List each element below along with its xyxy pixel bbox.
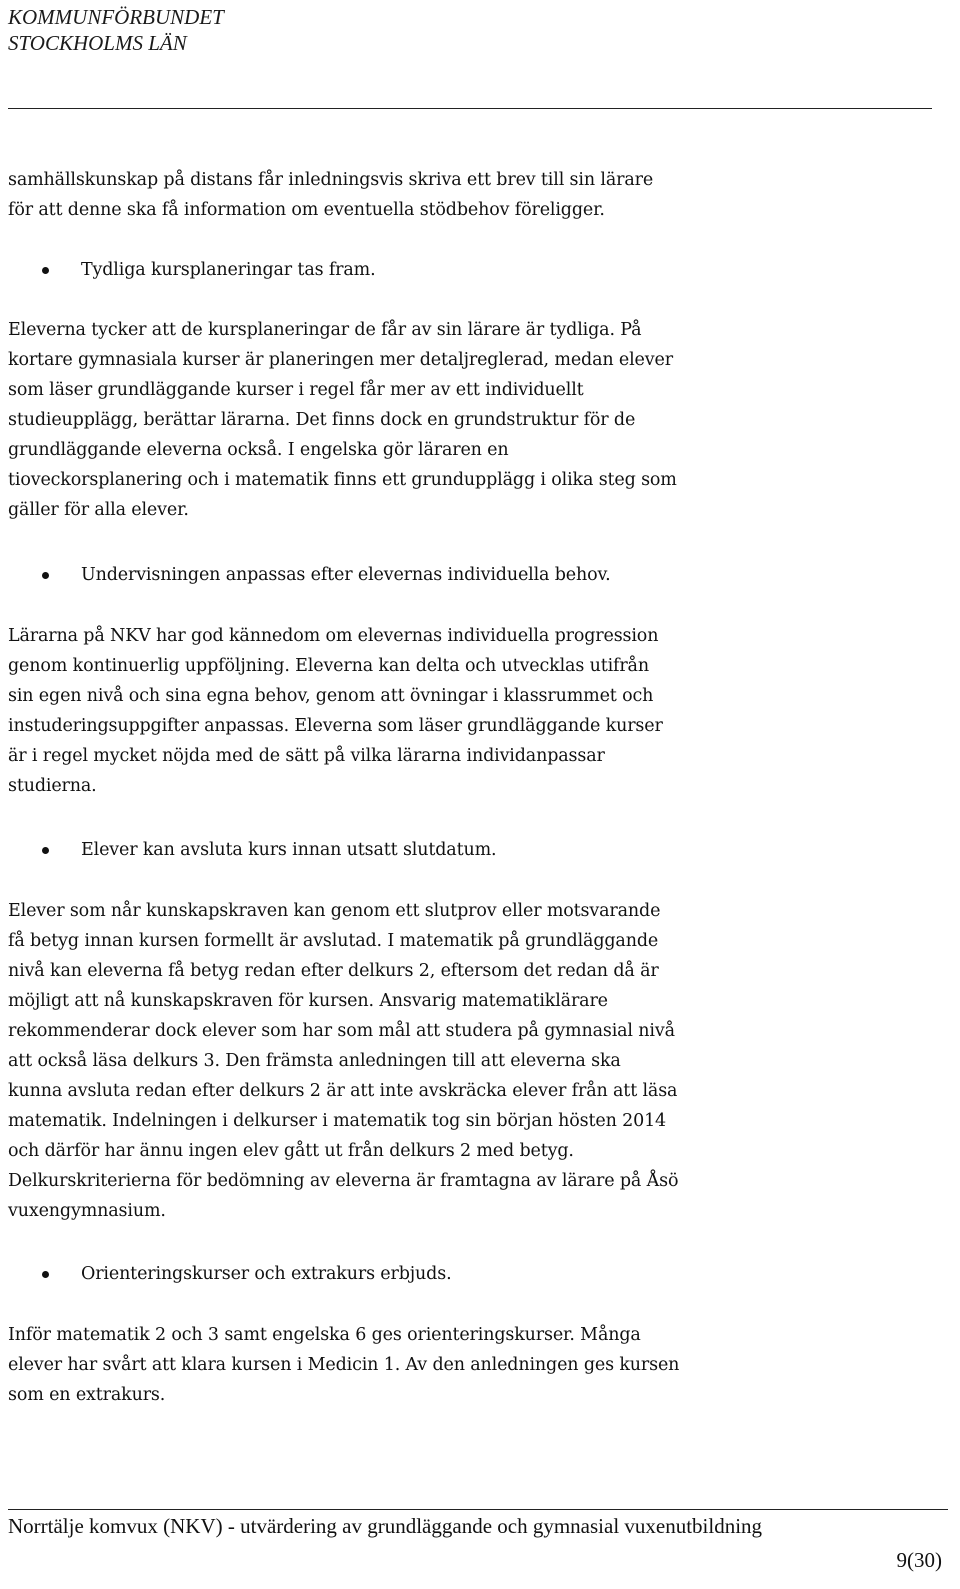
paragraph-line: Eleverna tycker att de kursplaneringar de får av sin lärare är tydliga. På <box>8 320 642 340</box>
paragraph-line: studieupplägg, berättar lärarna. Det finns dock en grundstruktur för de <box>8 410 636 430</box>
paragraph-line: att också läsa delkurs 3. Den främsta anledningen till att eleverna ska <box>8 1051 621 1071</box>
footer-divider <box>8 1509 948 1510</box>
paragraph-line: gäller för alla elever. <box>8 500 189 520</box>
bullet-icon <box>42 847 49 854</box>
paragraph-line: Lärarna på NKV har god kännedom om elevernas individuella progression <box>8 626 659 646</box>
paragraph-line: tioveckorsplanering och i matematik finns ett grundupplägg i olika steg som <box>8 470 677 490</box>
paragraph-line: kunna avsluta redan efter delkurs 2 är att inte avskräcka elever från att läsa <box>8 1081 678 1101</box>
paragraph-line: instuderingsuppgifter anpassas. Eleverna som läser grundläggande kurser <box>8 716 663 736</box>
paragraph-line: Inför matematik 2 och 3 samt engelska 6 ges orienteringskurser. Många <box>8 1325 641 1345</box>
paragraph-line: få betyg innan kursen formellt är avslutad. I matematik på grundläggande <box>8 931 659 951</box>
paragraph-line: elever har svårt att klara kursen i Medicin 1. Av den anledningen ges kursen <box>8 1355 680 1375</box>
paragraph-line: som läser grundläggande kurser i regel får mer av ett individuellt <box>8 380 584 400</box>
paragraph-line: är i regel mycket nöjda med de sätt på vilka lärarna individanpassar <box>8 746 605 766</box>
paragraph-line: som en extrakurs. <box>8 1385 166 1405</box>
bullet-icon <box>42 267 49 274</box>
section-paragraph <box>8 621 938 801</box>
bullet-icon <box>42 572 49 579</box>
paragraph-line: och därför har ännu ingen elev gått ut från delkurs 2 med betyg. <box>8 1141 574 1161</box>
page-header <box>8 4 224 56</box>
bullet-item <box>8 1259 938 1289</box>
paragraph-line: rekommenderar dock elever som har som mål att studera på gymnasial nivå <box>8 1021 675 1041</box>
paragraph-line: vuxengymnasium. <box>8 1201 166 1221</box>
bullet-item <box>8 560 938 590</box>
section-paragraph <box>8 315 938 525</box>
paragraph-line: sin egen nivå och sina egna behov, genom att övningar i klassrummet och <box>8 686 654 706</box>
bullet-text: Tydliga kursplaneringar tas fram. <box>81 260 376 280</box>
page-number: 9(30) <box>896 1548 942 1572</box>
header-divider <box>8 108 932 109</box>
header-org-line1: KOMMUNFÖRBUNDET <box>8 5 224 29</box>
paragraph-line: Elever som når kunskapskraven kan genom ett slutprov eller motsvarande <box>8 901 661 921</box>
bullet-text: Orienteringskurser och extrakurs erbjuds. <box>81 1264 452 1284</box>
section-paragraph <box>8 1320 938 1410</box>
paragraph-line: studierna. <box>8 776 97 796</box>
paragraph-line: genom kontinuerlig uppföljning. Eleverna kan delta och utvecklas utifrån <box>8 656 649 676</box>
section-paragraph <box>8 896 938 1226</box>
paragraph-line: kortare gymnasiala kurser är planeringen mer detaljreglerad, medan elever <box>8 350 673 370</box>
bullet-text: Undervisningen anpassas efter elevernas individuella behov. <box>81 565 611 585</box>
paragraph-line: möjligt att nå kunskapskraven för kursen. Ansvarig matematiklärare <box>8 991 608 1011</box>
intro-paragraph <box>8 165 938 225</box>
paragraph-line: samhällskunskap på distans får inledningsvis skriva ett brev till sin lärare <box>8 170 654 190</box>
paragraph-line: matematik. Indelningen i delkurser i matematik tog sin början hösten 2014 <box>8 1111 667 1131</box>
paragraph-line: grundläggande eleverna också. I engelska gör läraren en <box>8 440 509 460</box>
bullet-item <box>8 835 938 865</box>
bullet-text: Elever kan avsluta kurs innan utsatt slutdatum. <box>81 840 497 860</box>
paragraph-line: nivå kan eleverna få betyg redan efter delkurs 2, eftersom det redan då är <box>8 961 659 981</box>
footer-title: Norrtälje komvux (NKV) - utvärdering av grundläggande och gymnasial vuxenutbildning <box>8 1514 763 1538</box>
paragraph-line: för att denne ska få information om eventuella stödbehov föreligger. <box>8 200 605 220</box>
bullet-icon <box>42 1271 49 1278</box>
paragraph-line: Delkurskriterierna för bedömning av eleverna är framtagna av lärare på Åsö <box>8 1171 679 1191</box>
bullet-item <box>8 255 938 285</box>
header-org-line2: STOCKHOLMS LÄN <box>8 31 187 55</box>
